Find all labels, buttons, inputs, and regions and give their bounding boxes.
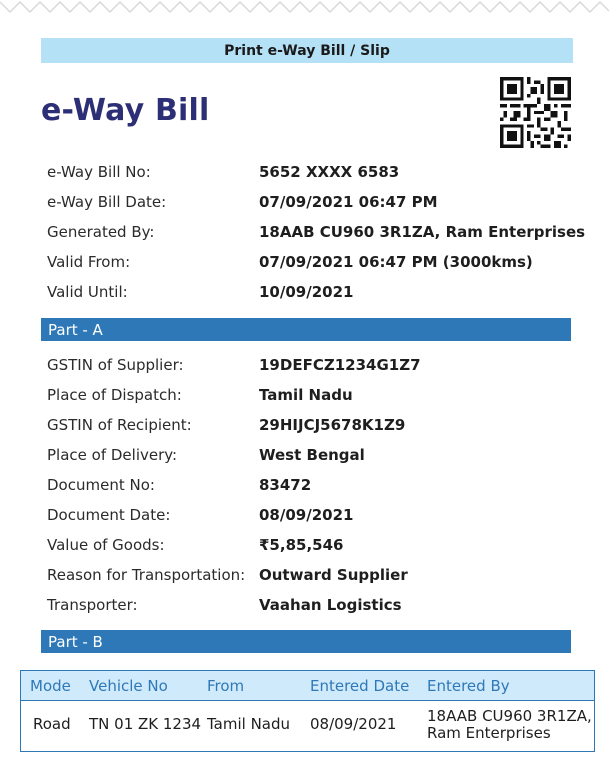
cell-entered-by-line2: Ram Enterprises — [427, 724, 551, 742]
qr-code-icon — [500, 77, 571, 148]
field-label: Reason for Transportation: — [47, 566, 246, 584]
section-part-a-header — [41, 318, 571, 341]
field-value: Tamil Nadu — [259, 386, 353, 404]
section-title: Part - B — [48, 632, 103, 651]
field-label: Valid Until: — [47, 283, 128, 301]
field-value: 10/09/2021 — [259, 283, 354, 301]
field-value: Outward Supplier — [259, 566, 408, 584]
field-label: Place of Dispatch: — [47, 386, 182, 404]
cell-entered-date: 08/09/2021 — [310, 715, 397, 733]
page-title: e-Way Bill — [41, 93, 210, 128]
field-label: Document No: — [47, 476, 155, 494]
column-header-from: From — [207, 677, 245, 695]
section-part-b-header — [41, 630, 571, 653]
cell-entered-by-line1: 18AAB CU960 3R1ZA, — [427, 707, 592, 725]
cell-mode: Road — [33, 715, 71, 733]
column-header-mode: Mode — [30, 677, 71, 695]
banner-label: Print e-Way Bill / Slip — [224, 42, 390, 59]
cell-vehicle-no: TN 01 ZK 1234 — [89, 715, 202, 733]
field-label: GSTIN of Recipient: — [47, 416, 192, 434]
field-value: 08/09/2021 — [259, 506, 354, 524]
field-label: Document Date: — [47, 506, 171, 524]
field-value: West Bengal — [259, 446, 365, 464]
torn-edge — [0, 0, 609, 20]
print-slip-banner[interactable] — [41, 38, 573, 63]
field-label: Place of Delivery: — [47, 446, 178, 464]
vehicle-table — [20, 670, 595, 752]
field-value: 07/09/2021 06:47 PM (3000kms) — [259, 253, 533, 271]
column-header-entered-date: Entered Date — [310, 677, 410, 695]
field-label: Transporter: — [47, 596, 138, 614]
field-label: e-Way Bill Date: — [47, 193, 167, 211]
field-value: 29HIJCJ5678K1Z9 — [259, 416, 406, 434]
section-title: Part - A — [48, 320, 103, 339]
field-value: 07/09/2021 06:47 PM — [259, 193, 438, 211]
field-label: Generated By: — [47, 223, 155, 241]
column-header-entered-by: Entered By — [427, 677, 510, 695]
field-value: 83472 — [259, 476, 312, 494]
field-label: Valid From: — [47, 253, 131, 271]
column-header-vehicle-no: Vehicle No — [89, 677, 168, 695]
field-value: 19DEFCZ1234G1Z7 — [259, 356, 421, 374]
field-value: 5652 XXXX 6583 — [259, 163, 400, 181]
cell-from: Tamil Nadu — [207, 715, 291, 733]
field-value: Vaahan Logistics — [259, 596, 402, 614]
field-label: GSTIN of Supplier: — [47, 356, 184, 374]
field-label: e-Way Bill No: — [47, 163, 151, 181]
table-header — [21, 671, 594, 701]
field-label: Value of Goods: — [47, 536, 165, 554]
field-value: ₹5,85,546 — [259, 536, 344, 554]
field-value: 18AAB CU960 3R1ZA, Ram Enterprises — [259, 223, 586, 241]
